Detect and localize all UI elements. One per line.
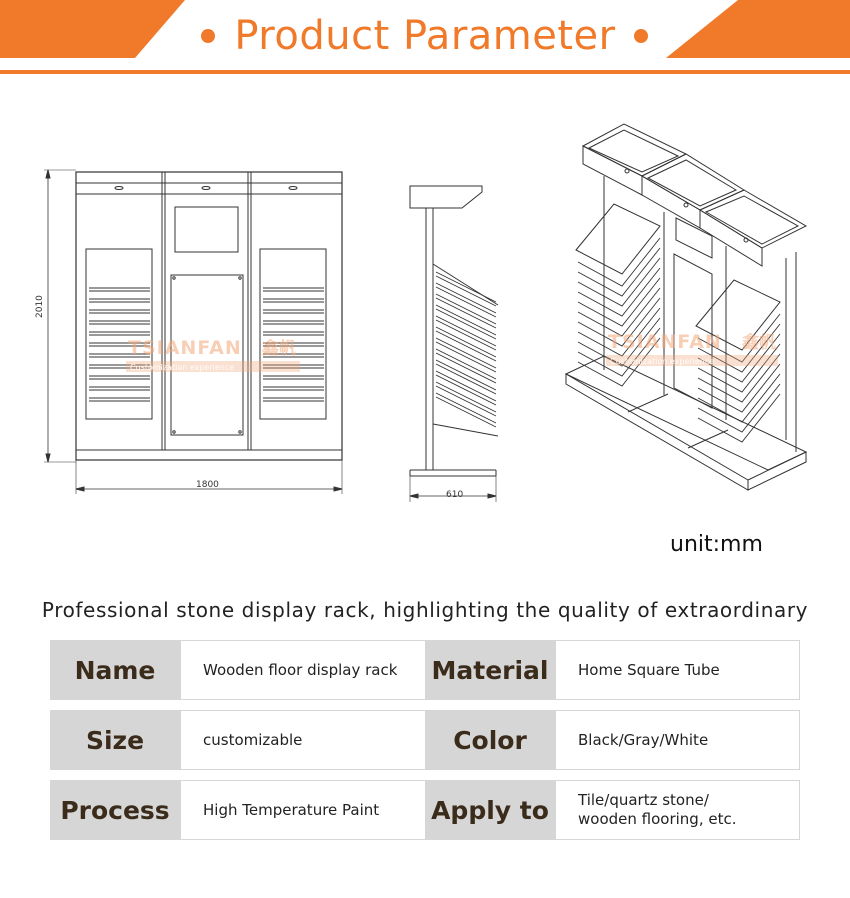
watermark-brand-cn-3d: 鑫帆 (742, 333, 776, 353)
param-value (180, 710, 426, 770)
front-view (44, 170, 342, 494)
param-value-text: Tile/quartz stone/ wooden flooring, etc. (578, 791, 737, 828)
page-title: Product Parameter (234, 13, 616, 59)
param-value-text: customizable (203, 730, 303, 749)
perspective-view (566, 124, 806, 490)
technical-drawing (0, 80, 850, 540)
param-value-text: Home Square Tube (578, 660, 720, 679)
param-value (555, 640, 800, 700)
param-label: Size (50, 710, 180, 770)
param-value (180, 780, 426, 840)
watermark-brand: TSIANFAN (128, 337, 242, 359)
param-label: Name (50, 640, 180, 700)
watermark (126, 331, 778, 372)
parameter-row (50, 780, 800, 840)
unit-label: unit:mm (670, 532, 763, 557)
parameter-row (50, 710, 800, 770)
watermark-brand-cn: 鑫帆 (262, 339, 296, 359)
watermark-brand-3d: TSIANFAN (608, 331, 722, 353)
param-value-text: High Temperature Paint (203, 800, 380, 819)
param-label: Apply to (425, 780, 555, 840)
header-banner (0, 0, 850, 76)
tagline: Professional stone display rack, highlighting the quality of extraordinary (41, 598, 809, 622)
width-dimension-label: 1800 (196, 480, 219, 490)
header-right-dot (634, 29, 648, 43)
watermark-slogan: Customization experience (130, 363, 235, 372)
height-dimension-label: 2010 (35, 295, 45, 318)
depth-dimension-label: 610 (446, 490, 464, 500)
param-label: Process (50, 780, 180, 840)
param-label: Color (425, 710, 555, 770)
param-label: Material (425, 640, 555, 700)
param-value-text: Wooden floor display rack (203, 660, 398, 679)
param-value (555, 710, 800, 770)
param-value (555, 780, 800, 840)
parameter-row (50, 640, 800, 700)
header-underline (0, 70, 850, 74)
param-value-text: Black/Gray/White (578, 730, 709, 749)
side-view (410, 186, 498, 502)
param-value (180, 640, 426, 700)
watermark-slogan-3d: Customization experience (610, 357, 715, 366)
